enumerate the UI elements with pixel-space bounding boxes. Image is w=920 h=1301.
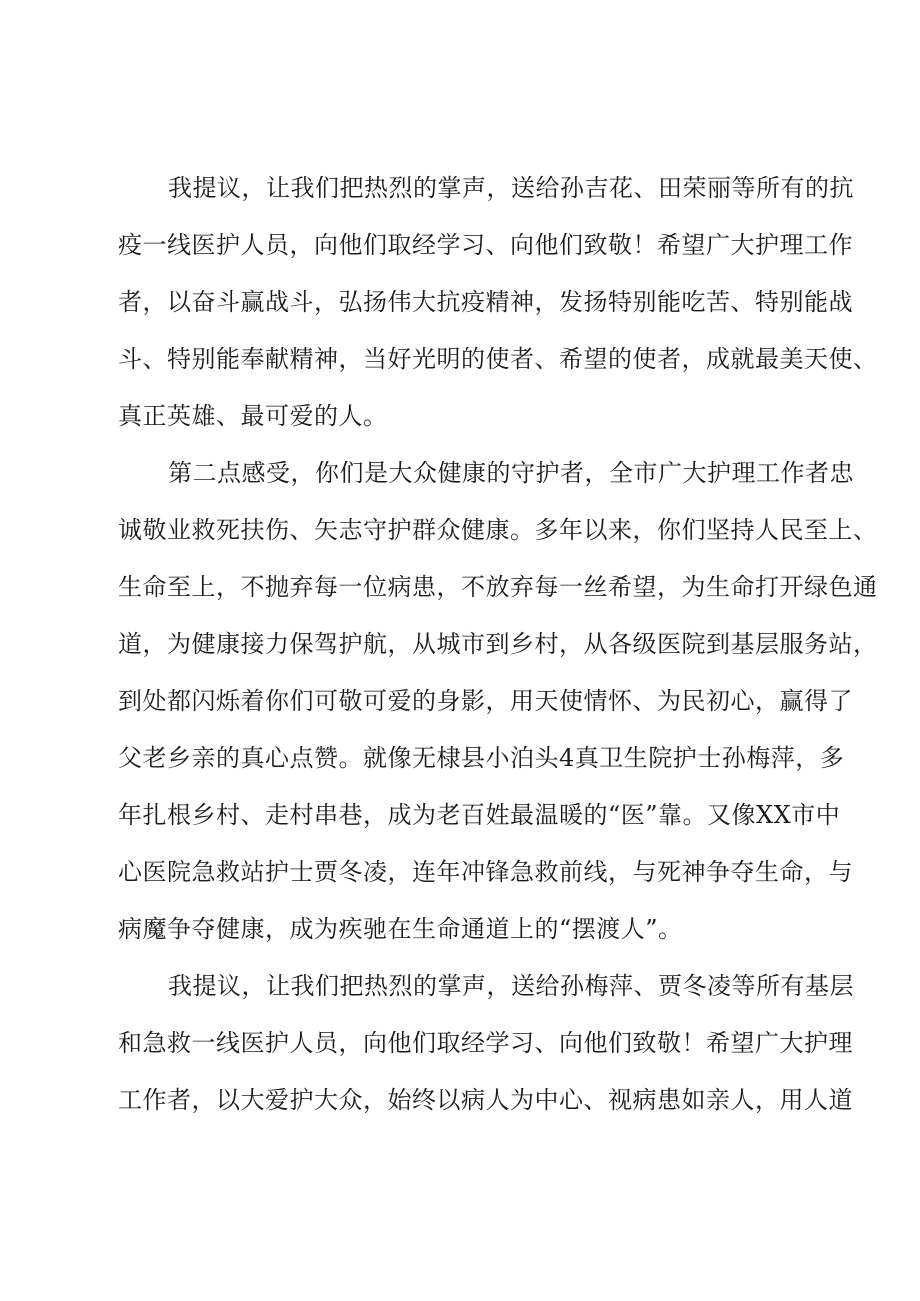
paragraph-2-line-9: 病魔争夺健康，成为疾驰在生命通道上的“摆渡人”。 <box>118 915 683 943</box>
paragraph-2-line-5: 到处都闪烁着你们可敬可爱的身影，用天使情怀、为民初心，赢得了 <box>118 687 853 715</box>
paragraph-1-line-3: 者，以奋斗赢战斗，弘扬伟大抗疫精神，发扬特别能吃苦、特别能战 <box>118 288 853 316</box>
paragraph-1-line-1: 我提议，让我们把热烈的掌声，送给孙吉花、田荣丽等所有的抗 <box>168 174 854 202</box>
paragraph-2-line-7: 年扎根乡村、走村串巷，成为老百姓最温暖的“医”靠。又像XX市中 <box>118 801 841 829</box>
paragraph-3-line-2: 和急救一线医护人员，向他们取经学习、向他们致敬！希望广大护理 <box>118 1029 853 1057</box>
paragraph-3-line-1: 我提议，让我们把热烈的掌声，送给孙梅萍、贾冬凌等所有基层 <box>168 972 854 1000</box>
paragraph-2-line-3: 生命至上，不抛弃每一位病患，不放弃每一丝希望，为生命打开绿色通 <box>118 573 878 601</box>
paragraph-2-line-4: 道，为健康接力保驾护航，从城市到乡村，从各级医院到基层服务站， <box>118 630 878 658</box>
paragraph-1-line-2: 疫一线医护人员，向他们取经学习、向他们致敬！希望广大护理工作 <box>118 231 853 259</box>
paragraph-2-line-8: 心医院急救站护士贾冬凌，连年冲锋急救前线，与死神争夺生命，与 <box>118 858 853 886</box>
paragraph-2-line-1: 第二点感受，你们是大众健康的守护者，全市广大护理工作者忠 <box>168 459 854 487</box>
paragraph-2-line-6: 父老乡亲的真心点赞。就像无棣县小泊头4真卫生院护士孙梅萍，多 <box>118 744 845 772</box>
paragraph-1-line-4: 斗、特别能奉献精神，当好光明的使者、希望的使者，成就最美天使、 <box>118 345 878 373</box>
paragraph-1-line-5: 真正英雄、最可爱的人。 <box>118 402 388 430</box>
paragraph-3-line-3: 工作者，以大爱护大众，始终以病人为中心、视病患如亲人，用人道 <box>118 1086 853 1114</box>
paragraph-2-line-2: 诚敬业救死扶伤、矢志守护群众健康。多年以来，你们坚持人民至上、 <box>118 516 878 544</box>
